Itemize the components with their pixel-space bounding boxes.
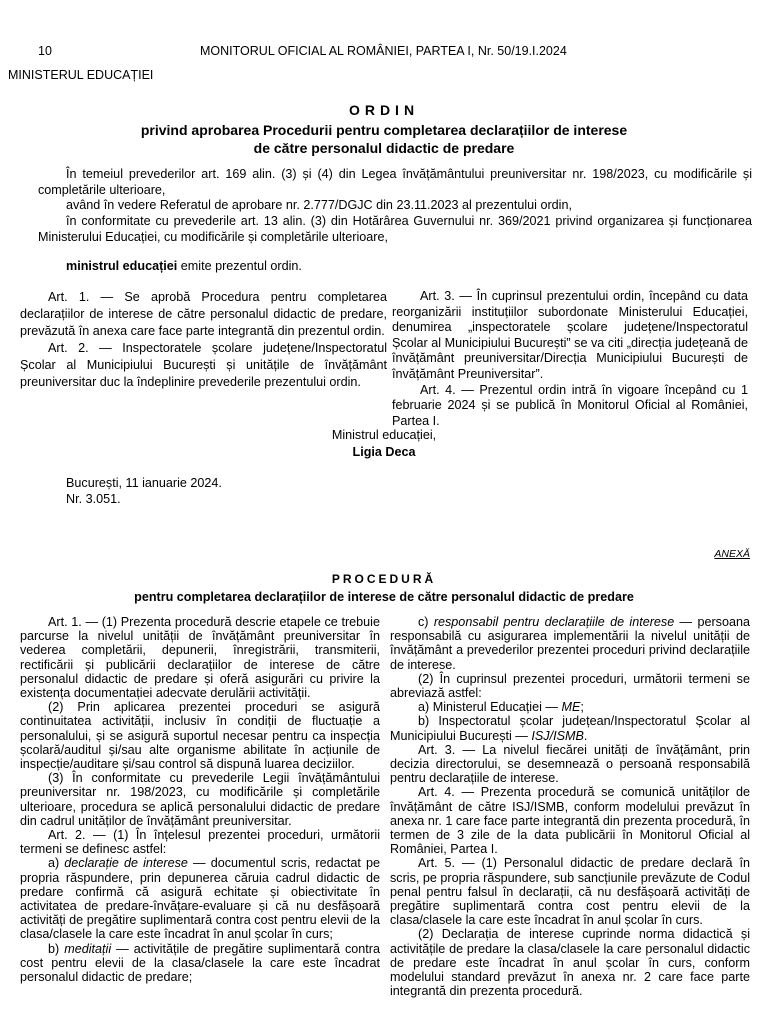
order-articles-right (392, 289, 748, 429)
signature-name: Ligia Deca (352, 445, 416, 459)
place-date: București, 11 ianuarie 2024. (66, 476, 222, 490)
signature-role: Ministrul educației, (331, 428, 437, 442)
procedure-art5-1: Art. 5. — (1) Personalul didactic de predare declară în scris, pe propria răspundere, sub sancțiunile prevăzute de Codul penal pentru falsul în declarații, că nu desfășoară activități de pregătire suplimentară contra cost pentru elevii de la clasa/clasele la care este încadrat în anul școlar în curs. (390, 856, 750, 928)
abbreviation-b-text: b) Inspectoratul școlar județean/Inspectoratul Școlar al Municipiului București — (390, 714, 750, 743)
definition-b-term: meditații (64, 941, 112, 956)
procedure-art1-3: (3) În conformitate cu prevederile Legii învățământului preuniversitar nr. 198/2023, cu modificările și completările ulterioare, procedura se aplică personalului didactic de predare din cadrul unităților de învățământ preuniversitar. (20, 771, 380, 828)
order-title: ORDIN (348, 102, 420, 118)
emits-rest: emite prezentul ordin. (177, 259, 302, 273)
definition-a-text: — documentul scris, redactat pe propria răspundere, prin depunerea căruia cadrul didactic de predare confirmă că asigură echitate și obiectivitate în activitatea de predare-învățare-evaluare și că nu desfășoară activități de pregătire suplimentară contra cost pentru elevii de la clasa/clasele la care este încadrat în anul școlar în curs; (20, 856, 381, 942)
article-1: Art. 1. — Se aprobă Procedura pentru completarea declarațiilor de interese de către personalul didactic de predare, prevăzută în anexa care face parte integrantă din prezentul ordin. (20, 290, 387, 338)
order-subtitle-line1: privind aprobarea Procedurii pentru completarea declarațiilor de interese (140, 122, 628, 138)
procedure-title: PROCEDURĂ (331, 572, 437, 586)
definition-b-text: — activitățile de pregătire suplimentară contra cost pentru elevii de la clasa/clasele la care este încadrat personalul didactic de predare; (20, 941, 380, 985)
abbreviation-a-text: a) Ministerul Educației — (418, 700, 562, 715)
abbreviation-a-abbr: ME (561, 700, 581, 715)
definition-c: c) responsabil pentru declarațiile de interese — persoana responsabilă cu asigurarea implementării la nivelul unității de învățământ a prevederilor prezentei proceduri privind declarațiile de interese. (390, 615, 750, 672)
preamble-government-decision: în conformitate cu prevederile art. 13 alin. (3) din Hotărârea Guvernului nr. 369/2021 privind organizarea și funcționarea Ministerului Educației, cu modificările și completările ulterioare, (38, 214, 752, 244)
procedure-art2-1: Art. 2. — (1) În înțelesul prezentei proceduri, următorii termeni se definesc astfel: (20, 828, 380, 857)
article-3: Art. 3. — În cuprinsul prezentului ordin, începând cu data reorganizării instituțiilor subordonate Ministerului Educației, denumirea „inspectoratele școlare județene/Inspectoratul Școlar al Municipiului București” se va citi „direcția județeană de învățământ preuniversitar/Direcția Municipiului București de învățământ Preuniversitar”. (392, 289, 748, 381)
emits-statement (38, 259, 752, 275)
preamble-legal-basis: În temeiul prevederilor art. 169 alin. (3) și (4) din Legea învățământului preuniversitar nr. 198/2023, cu modificările și completările ulterioare, (38, 167, 752, 197)
definition-b: b) meditații — activitățile de pregătire suplimentară contra cost pentru elevii de la clasa/clasele la care este încadrat personalul didactic de predare; (20, 941, 380, 985)
abbreviation-b-abbr: ISJ/ISMB (531, 728, 584, 743)
procedure-subtitle: pentru completarea declarațiilor de interese de către personalul didactic de predare (134, 590, 634, 604)
order-subtitle-line2: de către personalul didactic de predare (253, 140, 515, 156)
procedure-right-column (390, 615, 750, 998)
minister-label: ministrul educației (66, 259, 178, 273)
procedure-art2-2: (2) În cuprinsul prezentei proceduri, următorii termeni se abreviază astfel: (390, 671, 750, 701)
definition-c-term: responsabil pentru declarațiile de interese (433, 615, 675, 629)
preamble-report: având în vedere Referatul de aprobare nr. 2.777/DGJC din 23.11.2023 al prezentului ordin, (66, 198, 572, 212)
procedure-art4: Art. 4. — Prezenta procedură se comunică unităților de învățământ de către ISJ/ISMB, conform modelului prevăzut în anexa nr. 1 care face parte integrantă din prezenta procedură, în termen de 3 zile de la data publicării în Monitorul Oficial al României, Partea I. (390, 785, 750, 857)
article-4: Art. 4. — Prezentul ordin intră în vigoare începând cu 1 februarie 2024 și se publică în Monitorul Oficial al României, Partea I. (392, 382, 748, 428)
definition-a: a) declarație de interese — documentul scris, redactat pe propria răspundere, prin depunerea căruia cadrul didactic de predare confirmă că asigură echitate și obiectivitate în activitatea de predare-învățare-evaluare și că nu desfășoară activități de pregătire suplimentară contra cost pentru elevii de la clasa/clasele la care este încadrat în anul școlar în curs; (20, 856, 381, 942)
abbreviation-b: b) Inspectoratul școlar județean/Inspectoratul Școlar al Municipiului București — ISJ/ISMB. (390, 714, 750, 743)
abbreviation-a: a) Ministerul Educației — ME; (418, 700, 584, 715)
procedure-art1-1: Art. 1. — (1) Prezenta procedură descrie etapele ce trebuie parcurse la nivelul unității de învățământ preuniversitar în vederea completării, depunerii, înregistrării, transmiterii, rectificării și publicării declarațiilor de interese de către personalul didactic de predare și oferă asigurări cu privire la existența documentației adecvate derulării activității. (20, 615, 380, 701)
definition-a-term: declarație de interese (64, 856, 188, 871)
publication-header: MONITORUL OFICIAL AL ROMÂNIEI, PARTEA I, Nr. 50/19.I.2024 (200, 44, 567, 58)
page-number: 10 (38, 44, 52, 58)
definition-c-text: — persoana responsabilă cu asigurarea implementării la nivelul unității de învățământ a prevederilor prezentei proceduri privind declarațiile de interese. (390, 615, 750, 672)
procedure-left-column (20, 615, 380, 984)
order-number: Nr. 3.051. (66, 492, 121, 506)
order-articles-left (20, 289, 387, 391)
procedure-art5-2: (2) Declarația de interese cuprinde norma didactică și activitățile de predare la clasa/clasele la care personalul didactic de predare este încadrat în anul școlar în curs, conform modelului standard prevăzut în anexa nr. 2 care face parte integrantă din prezenta procedură. (390, 927, 750, 999)
annex-label: ANEXĂ (714, 548, 750, 560)
article-2: Art. 2. — Inspectoratele școlare județene/Inspectoratul Școlar al Municipiului București și unitățile de învățământ preuniversitar duc la îndeplinire prevederile prezentului ordin. (20, 341, 387, 389)
issuing-ministry: MINISTERUL EDUCAȚIEI (8, 68, 154, 82)
procedure-art1-2: (2) Prin aplicarea prezentei proceduri se asigură continuitatea activității, inclusiv în condiții de fluctuație a personalului, și se asigură suportul necesar pentru ca inspecția școlară/auditul și/sau alte organisme abilitate în acțiunile de inspecție/auditare și/sau control să dispună luarea deciziilor. (20, 700, 380, 772)
procedure-art3: Art. 3. — La nivelul fiecărei unități de învățământ, prin decizia directorului, se desemnează o persoană responsabilă pentru declarațiile de interese. (390, 742, 750, 786)
order-subtitle (0, 121, 768, 157)
